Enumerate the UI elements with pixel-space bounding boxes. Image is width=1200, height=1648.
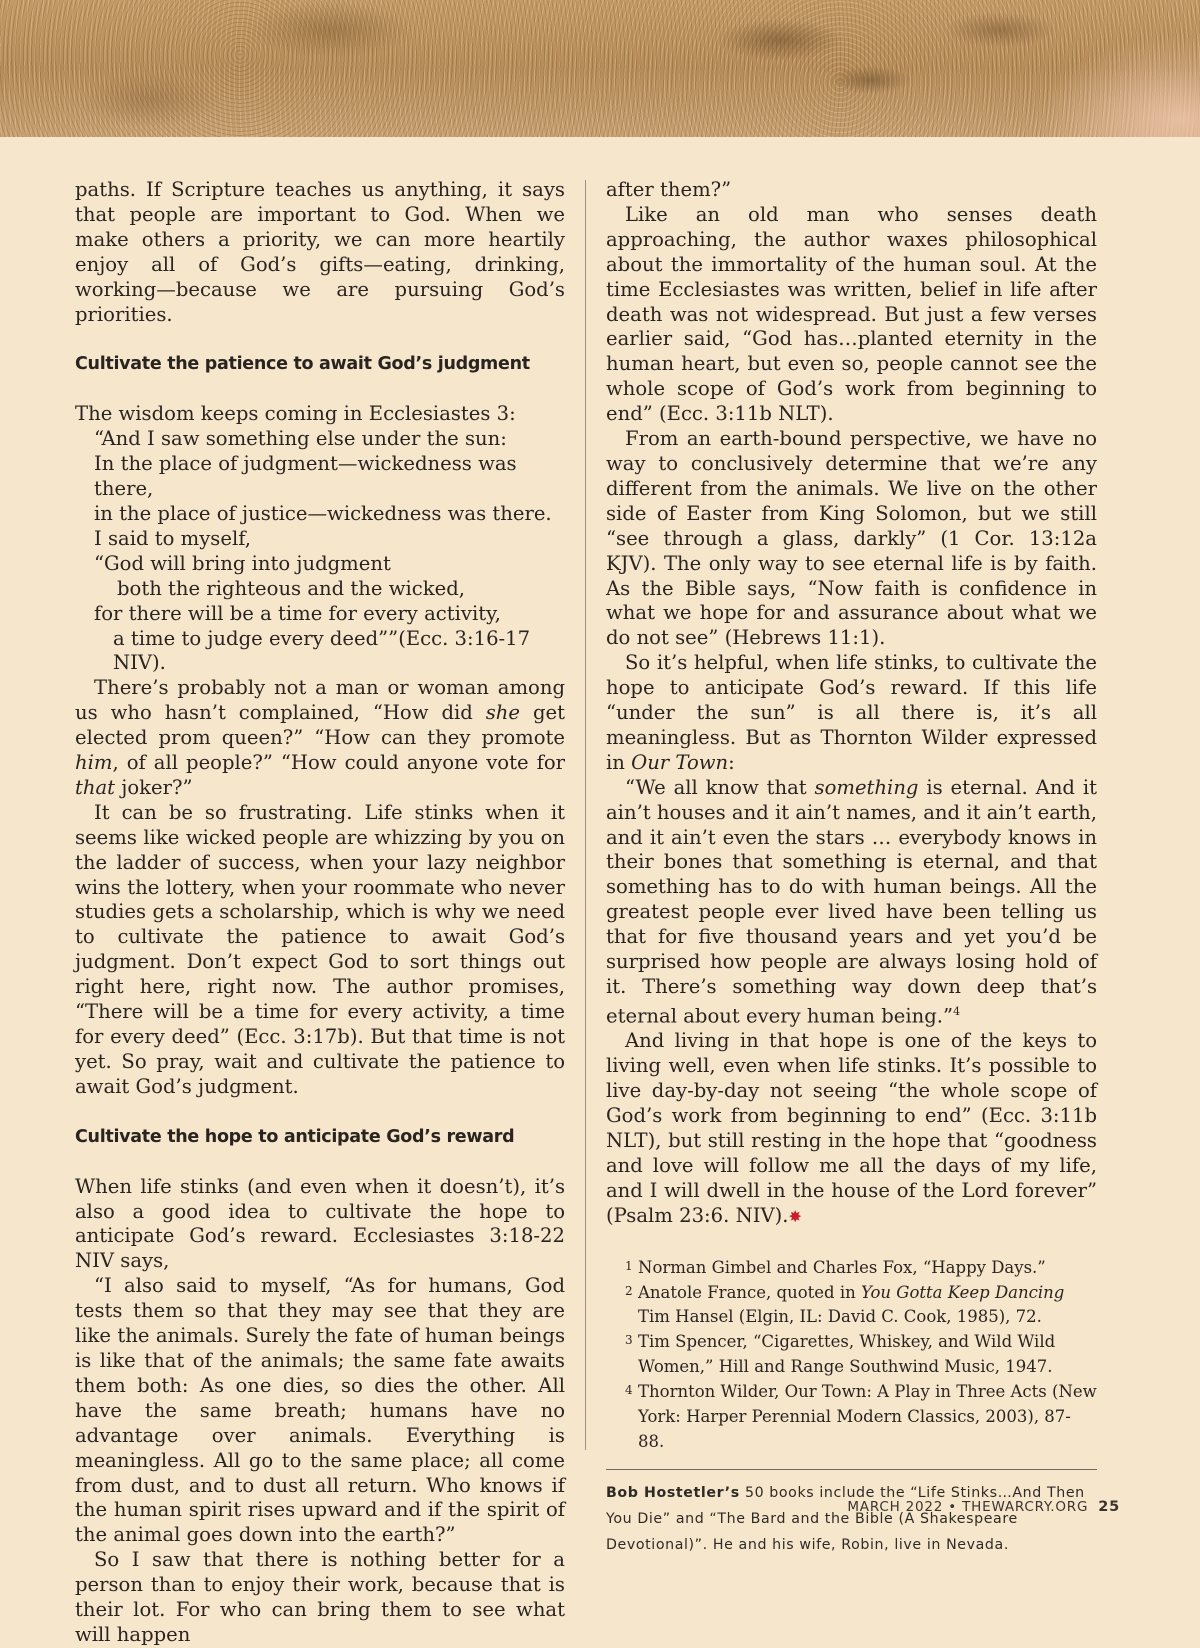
verse-line: for there will be a time for every activity, xyxy=(94,601,501,625)
end-mark-icon: ✸ xyxy=(788,1206,802,1226)
footnote xyxy=(625,1281,1097,1331)
verse-line: in the place of justice—wickedness was there. xyxy=(94,501,552,525)
paragraph: There’s probably not a man or woman among us who hasn’t complained, “How did she get elected prom queen?” “How can they promote him, of all people?” “How could anyone vote for that joker?” xyxy=(75,676,565,799)
verse-line: both the righteous and the wicked, xyxy=(117,576,465,600)
verse-line: “God will bring into judgment xyxy=(94,551,391,575)
paragraph: When life stinks (and even when it doesn’t), it’s also a good idea to cultivate the hope to anticipate God’s reward. Ecclesiastes 3:18-22 NIV says, xyxy=(75,1174,565,1273)
footnote-number: 2 xyxy=(625,1283,633,1298)
paragraph: So it’s helpful, when life stinks, to cultivate the hope to anticipate God’s reward. If this life “under the sun” is all there is, it’s all meaningless. But as Thornton Wilder expressed in Our Town: xyxy=(606,651,1097,774)
verse-line: “And I saw something else under the sun: xyxy=(94,427,507,451)
footnote xyxy=(625,1380,1097,1455)
verse-line: I said to myself, xyxy=(94,526,251,550)
footnote-text: Anatole France, quoted in You Gotta Keep Dancing Tim Hansel (Elgin, IL: David C. Cook, 1985), 72. xyxy=(638,1282,1065,1327)
footnote xyxy=(625,1256,1097,1281)
paragraph: Like an old man who senses death approaching, the author waxes philosophical about the immortality of the human soul. At the time Ecclesiastes was written, belief in life after death was not widespread. But just a few verses earlier said, “God has…planted eternity in the human heart, but even so, people cannot see the whole scope of God’s work from beginning to end” (Ecc. 3:11b NLT). xyxy=(606,202,1097,426)
author-name: Bob Hostetler’s xyxy=(606,1484,740,1501)
footnote-number: 3 xyxy=(625,1333,633,1348)
bio-divider xyxy=(606,1469,1097,1470)
paragraph: “I also said to myself, “As for humans, God tests them so that they may see that they are like the animals. Surely the fate of human beings is like that of the animals; the same fate awaits them both: As one dies, so dies the other. All have the same breath; humans have no advantage over animals. Everything is meaningless. All go to the same place; all come from dust, and to dust all return. Who knows if the human spirit rises upward and if the spirit of the animal goes down into the earth?” xyxy=(75,1274,565,1547)
right-column xyxy=(606,178,1097,1558)
footnote-text: Tim Spencer, “Cigarettes, Whiskey, and Wild Wild Women,” Hill and Range Southwind Music, 1947. xyxy=(638,1332,1056,1377)
footnote xyxy=(625,1330,1097,1380)
paragraph: From an earth-bound perspective, we have no way to conclusively determine that we’re any different from the animals. We live on the other side of Easter from King Solomon, but we still “see through a glass, darkly” (1 Cor. 13:12a KJV). The only way to see eternal life is by faith. As the Bible says, “Now faith is confidence in what we hope for and assurance about what we do not see” (Hebrews 11:1). xyxy=(606,427,1097,650)
paragraph: The wisdom keeps coming in Ecclesiastes 3: xyxy=(75,402,516,426)
author-bio: Bob Hostetler’s 50 books include the “Life Stinks…And Then You Die” and “The Bard and the Bible (A Shakespeare Devotional)”. He and his wife, Robin, live in Nevada. xyxy=(606,1484,1085,1553)
footnote-number: 4 xyxy=(625,1383,633,1398)
footnote-text: Thornton Wilder, Our Town: A Play in Three Acts (New York: Harper Perennial Modern Classics, 2003), 87-88. xyxy=(638,1382,1097,1451)
paragraph: after them?” xyxy=(606,178,732,201)
verse-line: a time to judge every deed””(Ecc. 3:16-17 NIV). xyxy=(113,626,531,675)
footnote-ref: 4 xyxy=(953,1004,961,1018)
left-column xyxy=(75,178,565,1648)
section-heading: Cultivate the patience to await God’s judgment xyxy=(75,354,530,375)
section-heading: Cultivate the hope to anticipate God’s reward xyxy=(75,1126,515,1147)
paragraph: It can be so frustrating. Life stinks when it seems like wicked people are whizzing by you on the ladder of success, when your lazy neighbor wins the lottery, when your roommate who never studies gets a scholarship, which is why we need to cultivate the patience to await God’s judgment. Don’t expect God to sort things out right here, right now. The author promises, “There will be a time for every activity, a time for every deed” (Ecc. 3:17b). But that time is not yet. So pray, wait and cultivate the patience to await God’s judgment. xyxy=(75,800,565,1098)
footnote-number: 1 xyxy=(625,1258,633,1273)
footnotes xyxy=(606,1256,1097,1455)
paragraph: paths. If Scripture teaches us anything, it says that people are important to God. When we make others a priority, we can more heartily enjoy all of God’s gifts—eating, drinking, working—because we are pursuing God’s priorities. xyxy=(75,178,565,326)
paragraph: “We all know that something is eternal. And it ain’t houses and it ain’t names, and it ain’t earth, and it ain’t even the stars … everybody knows in their bones that something is eternal, and that something has to do with human beings. All the greatest people ever lived have been telling us that for five thousand years and yet you’d be surprised how people are always losing hold of it. There’s something way down deep that’s eternal about every human being.”$^4$ xyxy=(606,775,1097,1028)
page-footer xyxy=(847,1499,1120,1515)
paragraph: And living in that hope is one of the keys to living well, even when life stinks. It’s possible to live day-by-day not seeing “the whole scope of God’s work from beginning to end” (Ecc. 3:11b NLT), but still resting in the hope that “goodness and love will follow me all the days of my life, and I will dwell in the house of the Lord forever” (Psalm 23:6. NIV).✸ xyxy=(606,1029,1097,1227)
footnote-text: Norman Gimbel and Charles Fox, “Happy Days.” xyxy=(638,1257,1046,1277)
column-divider xyxy=(585,180,586,1450)
paragraph: So I saw that there is nothing better for a person than to enjoy their work, because that is their lot. For who can bring them to see what will happen xyxy=(75,1548,565,1646)
sand-header-image xyxy=(0,0,1200,137)
page-number: 25 xyxy=(1098,1499,1120,1515)
verse-line: In the place of judgment—wickedness was there, xyxy=(94,452,517,501)
issue-info: MARCH 2022 • THEWARCRY.ORG xyxy=(847,1499,1089,1515)
scripture-quote xyxy=(75,427,565,676)
